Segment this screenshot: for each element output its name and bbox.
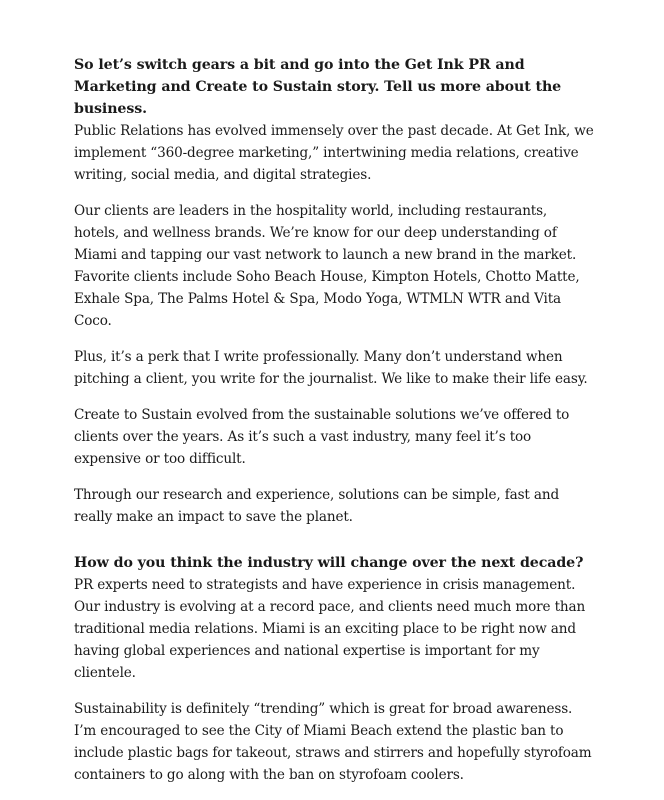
interview-section-industry — [74, 552, 594, 786]
interview-question: How do you think the industry will change over the next decade? — [74, 555, 584, 571]
article-body — [74, 54, 594, 800]
interview-question: So let’s switch gears a bit and go into the Get Ink PR and Marketing and Create to Sustain story. Tell us more about the business. — [74, 57, 562, 117]
answer-paragraph: Sustainability is definitely “trending” which is great for broad awareness. I’m encouraged to see the City of Miami Beach extend the plastic ban to include plastic bags for takeout, straws and stirrers and hopefully styrofoam containers to go along with the ban on styrofoam coolers. — [74, 701, 592, 783]
answer-paragraph: Plus, it’s a perk that I write professionally. Many don’t understand when pitching a client, you write for the journalist. We like to make their life easy. — [74, 349, 588, 387]
answer-paragraph: Through our research and experience, solutions can be simple, fast and really make an impact to save the planet. — [74, 487, 560, 525]
answer-paragraph: Public Relations has evolved immensely over the past decade. At Get Ink, we implement “360-degree marketing,” intertwining media relations, creative writing, social media, and digital strategies. — [74, 123, 594, 183]
answer-paragraph: Our clients are leaders in the hospitality world, including restaurants, hotels, and wellness brands. We’re know for our deep understanding of Miami and tapping our vast network to launch a new brand in the market. Favorite clients include Soho Beach House, Kimpton Hotels, Chotto Matte, Exhale Spa, The Palms Hotel & Spa, Modo Yoga, WTMLN WTR and Vita Coco. — [74, 203, 580, 329]
answer-paragraph: PR experts need to strategists and have experience in crisis management. Our industry is evolving at a record pace, and clients need much more than traditional media relations. Miami is an exciting place to be right now and having global experiences and national expertise is important for my clientele. — [74, 577, 586, 681]
interview-section-business — [74, 54, 594, 528]
answer-paragraph: Create to Sustain evolved from the sustainable solutions we’ve offered to clients over the years. As it’s such a vast industry, many feel it’s too expensive or too difficult. — [74, 407, 570, 467]
